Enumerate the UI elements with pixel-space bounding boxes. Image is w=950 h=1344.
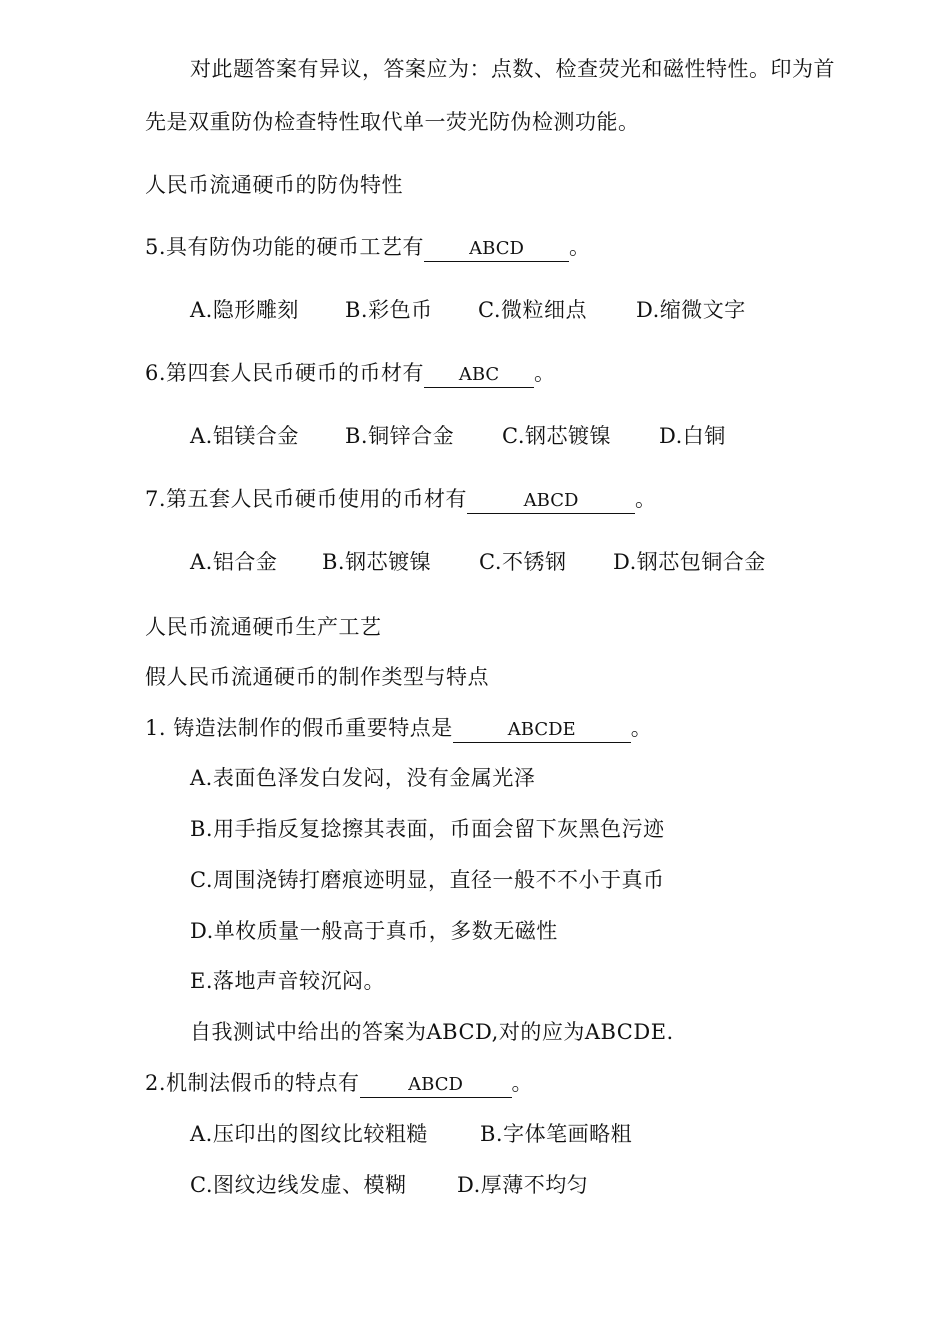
question-7-stem: 7.第五套人民币硬币使用的币材有 [145, 487, 468, 511]
question-1-end: 。 [630, 716, 653, 740]
question-2 [145, 1069, 533, 1098]
question-2-option-a: A.压印出的图纹比较粗糙 [190, 1122, 428, 1146]
question-2-options-row-1 [190, 1120, 632, 1148]
question-7-option-d: D.钢芯包铜合金 [613, 550, 766, 574]
question-7 [145, 485, 657, 514]
question-7-options [190, 548, 766, 576]
question-7-option-b: B.钢芯镀镍 [322, 550, 432, 574]
question-5-end: 。 [569, 235, 591, 259]
section-heading-anti-counterfeit: 人民币流通硬币的防伪特性 [145, 173, 403, 197]
question-7-end: 。 [635, 487, 657, 511]
question-1-answer: ABCDE [453, 718, 631, 743]
question-6-answer: ABC [424, 363, 534, 388]
question-7-option-a: A.铝合金 [190, 550, 278, 574]
question-1 [145, 714, 652, 743]
question-1-note: 自我测试中给出的答案为ABCD,对的应为ABCDE. [190, 1020, 674, 1044]
question-1-option-e: E.落地声音较沉闷。 [190, 969, 386, 993]
question-6-stem: 6.第四套人民币硬币的币材有 [145, 361, 425, 385]
question-5-answer: ABCD [424, 237, 569, 262]
question-6-option-b: B.铜锌合金 [345, 424, 455, 448]
question-1-option-b: B.用手指反复捻擦其表面，币面会留下灰黑色污迹 [190, 817, 665, 841]
section-heading-counterfeit-types: 假人民币流通硬币的制作类型与特点 [145, 665, 489, 689]
intro-line-2: 先是双重防伪检查特性取代单一荧光防伪检测功能。 [145, 110, 640, 134]
question-2-option-b: B.字体笔画略粗 [480, 1122, 633, 1146]
question-5-option-c: C.微粒细点 [478, 298, 587, 322]
question-5-option-d: D.缩微文字 [636, 298, 746, 322]
question-2-option-c: C.图纹边线发虚、模糊 [190, 1173, 407, 1197]
question-6-options [190, 422, 726, 450]
question-7-option-c: C.不锈钢 [479, 550, 567, 574]
question-2-option-d: D.厚薄不均匀 [457, 1173, 589, 1197]
intro-line-1: 对此题答案有异议，答案应为：点数、检查荧光和磁性特性。印为首 [190, 57, 835, 81]
question-2-options-row-2 [190, 1171, 588, 1199]
question-1-stem: 1. 铸造法制作的假币重要特点是 [145, 716, 453, 740]
question-5-stem: 5.具有防伪功能的硬币工艺有 [145, 235, 425, 259]
question-1-option-a: A.表面色泽发白发闷，没有金属光泽 [190, 766, 536, 790]
question-5-option-b: B.彩色币 [345, 298, 433, 322]
question-2-answer: ABCD [360, 1073, 512, 1098]
question-1-option-d: D.单枚质量一般高于真币，多数无磁性 [190, 919, 558, 943]
question-6-option-d: D.白铜 [659, 424, 726, 448]
question-2-end: 。 [511, 1071, 534, 1095]
question-6-end: 。 [534, 361, 556, 385]
question-6 [145, 359, 556, 388]
question-6-option-c: C.钢芯镀镍 [502, 424, 611, 448]
question-5-options [190, 296, 746, 324]
question-1-option-c: C.周围浇铸打磨痕迹明显，直径一般不不小于真币 [190, 868, 665, 892]
question-5 [145, 233, 591, 262]
question-5-option-a: A.隐形雕刻 [190, 298, 299, 322]
question-6-option-a: A.铝镁合金 [190, 424, 299, 448]
question-7-answer: ABCD [467, 489, 635, 514]
question-2-stem: 2.机制法假币的特点有 [145, 1071, 360, 1095]
section-heading-production: 人民币流通硬币生产工艺 [145, 615, 382, 639]
